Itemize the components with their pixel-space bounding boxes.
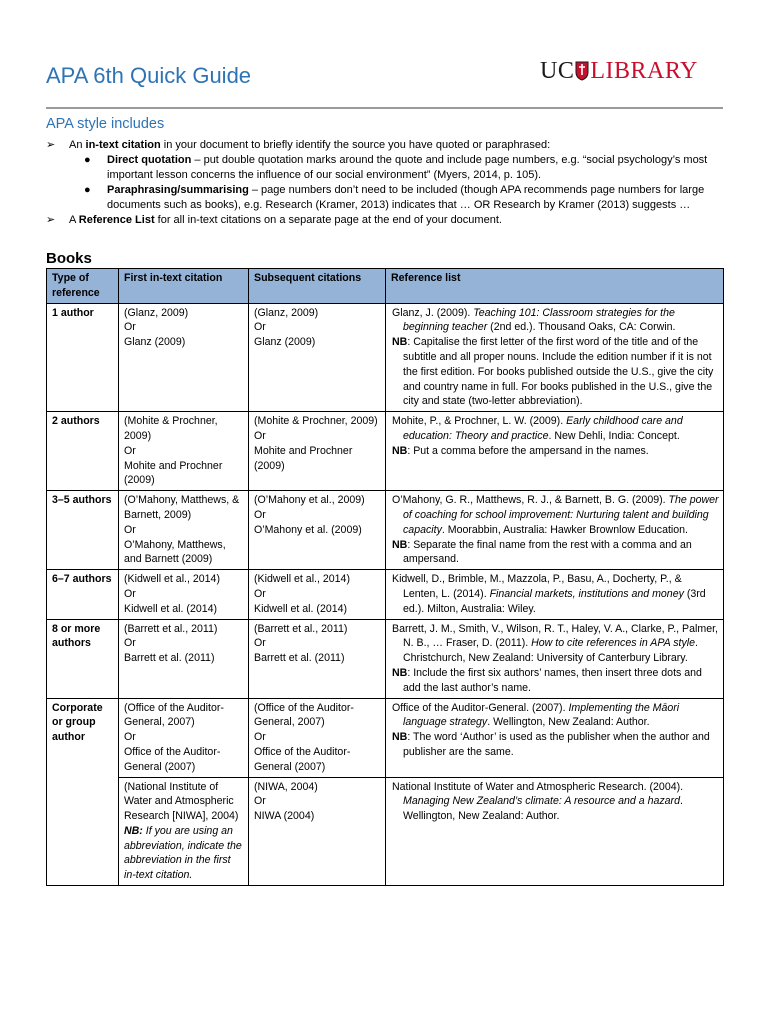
citation-line: Or [124, 637, 136, 650]
note-label: NB [392, 731, 408, 744]
arrow-bullet-icon: ➢ [46, 139, 56, 151]
citation-line: O’Mahony et al. (2009) [254, 523, 362, 536]
crest-icon [575, 61, 589, 88]
text: Kidwell, D., Brimble, M., Mazzola, P., Basu, A., Docherty, P., & Lenten, L. (2014). [392, 573, 682, 600]
citation-line: (Kidwell et al., 2014) [124, 573, 220, 586]
citation-line: Or [124, 731, 136, 744]
note-label: NB [392, 538, 408, 551]
reference-entry [391, 622, 719, 666]
citation-line: NIWA (2004) [254, 810, 315, 823]
citation-line: Kidwell et al. (2014) [254, 602, 348, 615]
note [391, 538, 719, 568]
type-cell: 1 author [47, 303, 119, 412]
section-subtitle: APA style includes [46, 116, 165, 132]
first-citation-cell [119, 303, 249, 412]
text: for all in-text citations on a separate page at the end of your document. [154, 214, 502, 226]
books-table [46, 268, 724, 886]
citation-note [124, 824, 244, 883]
citation-line: (Barrett et al., 2011) [124, 622, 218, 635]
table-row [47, 698, 724, 777]
bullet-icon: ● [84, 184, 91, 196]
note [391, 666, 719, 696]
citation-line: (Glanz, 2009) [124, 306, 189, 319]
citation-line: Mohite and Prochner (2009) [254, 444, 353, 472]
books-heading: Books [46, 250, 92, 267]
text-italic: The power of coaching for school improvement: Nurturing talent and building capacity [403, 494, 719, 536]
citation-line: Or [254, 508, 266, 521]
first-citation-cell [119, 698, 249, 777]
list-item [46, 153, 726, 183]
text-italic: Financial markets, institutions and money [489, 587, 684, 600]
reference-entry [391, 414, 719, 444]
text-bold: Paraphrasing/summarising [107, 184, 249, 196]
citation-line: (O’Mahony et al., 2009) [254, 494, 365, 507]
text: (2nd ed.). Thousand Oaks, CA: Corwin. [487, 321, 676, 334]
citation-line: Or [124, 587, 136, 600]
first-citation-cell [119, 619, 249, 698]
table-header-row [47, 269, 724, 304]
citation-line: Or [254, 637, 266, 650]
type-cell: 6–7 authors [47, 570, 119, 619]
text: . Wellington, New Zealand: Author. [487, 716, 650, 729]
type-cell: 3–5 authors [47, 491, 119, 570]
subsequent-citation-cell [249, 777, 386, 886]
citation-line: Barrett et al. (2011) [124, 652, 215, 665]
text-italic: Implementing the Māori language strategy [403, 701, 680, 729]
column-header: Reference list [386, 269, 724, 304]
text: O’Mahony, G. R., Matthews, R. J., & Barnett, B. G. (2009). [392, 494, 669, 507]
citation-line: (Office of the Auditor-General, 2007) [254, 701, 354, 729]
type-cell: Corporate or group author [47, 698, 119, 886]
note-text: : Capitalise the first letter of the first word of the title and of the subtitle and all proper nouns. Include the edition number if it is not the first edition. For books published outside the U.S., give the city and country name in full. For books published in the U.S., give the city and state (two-letter abbreviation). [403, 336, 714, 408]
citation-line: (Barrett et al., 2011) [254, 622, 348, 635]
citation-line: Or [254, 321, 266, 334]
citation-line: Or [254, 731, 266, 744]
reference-cell [386, 491, 724, 570]
note-text: : Include the first six authors’ names, then insert three dots and add the last author’s name. [403, 666, 702, 694]
table-row [47, 303, 724, 412]
table-row [47, 777, 724, 886]
citation-line: Or [124, 321, 136, 334]
reference-cell [386, 570, 724, 619]
text: . Christchurch, New Zealand: University of Canterbury Library. [403, 637, 698, 665]
arrow-bullet-icon: ➢ [46, 214, 56, 226]
note [391, 730, 719, 760]
text: – page numbers don’t need to be included (though APA recommends page numbers for large documents such as books), e.g. Research (Kramer, 2013) indicates that … OR Research by Kramer (2013) suggests … [107, 184, 705, 211]
column-header: Subsequent citations [249, 269, 386, 304]
table-row [47, 570, 724, 619]
text: Barrett, J. M., Smith, V., Wilson, R. T., Haley, V. A., Clarke, P., Palmer, N. B., … Fraser, D. (2011). [392, 622, 718, 650]
citation-line: (Glanz, 2009) [254, 306, 319, 319]
table-row [47, 491, 724, 570]
citation-line: Office of the Auditor-General (2007) [124, 745, 221, 773]
first-citation-cell [119, 412, 249, 491]
note [391, 444, 719, 459]
citation-line: Kidwell et al. (2014) [124, 602, 218, 615]
note-text: : Separate the final name from the rest with a comma and an ampersand. [403, 538, 692, 566]
list-item [46, 183, 726, 213]
text-italic: Early childhood care and education: Theory and practice [403, 415, 683, 442]
citation-line: (Kidwell et al., 2014) [254, 573, 350, 586]
citation-line: Office of the Auditor-General (2007) [254, 745, 351, 773]
subsequent-citation-cell [249, 303, 386, 412]
subsequent-citation-cell [249, 491, 386, 570]
reference-cell [386, 412, 724, 491]
column-header: Type of reference [47, 269, 119, 304]
text-italic: Managing New Zealand’s climate: A resource and a hazard [403, 795, 680, 808]
text: . Wellington, New Zealand: Author. [403, 795, 683, 823]
citation-line: Or [254, 795, 266, 808]
citation-line: Or [124, 444, 136, 457]
reference-cell [386, 303, 724, 412]
logo-library-text: LIBRARY [590, 58, 698, 84]
citation-line: Glanz (2009) [124, 336, 186, 349]
note-text: : Put a comma before the ampersand in the names. [407, 444, 649, 457]
subsequent-citation-cell [249, 412, 386, 491]
text: . New Dehli, India: Concept. [548, 429, 680, 442]
citation-line: Glanz (2009) [254, 336, 316, 349]
column-header: First in-text citation [119, 269, 249, 304]
reference-entry [391, 572, 719, 616]
logo-uc-text: UC [540, 58, 575, 84]
citation-line: Or [124, 523, 136, 536]
text: – put double quotation marks around the quote and include page numbers, e.g. “social psychology’s most important lesson concerns the influence of our social environment” (Myers, 2014, p. 105). [107, 154, 708, 181]
reference-entry [391, 306, 719, 336]
citation-line: Or [254, 429, 266, 442]
text: An [69, 139, 86, 151]
subsequent-citation-cell [249, 570, 386, 619]
citation-line: (National Institute of Water and Atmospheric Research [NIWA], 2004) [124, 780, 239, 823]
text-italic: How to cite references in APA style [531, 637, 696, 650]
citation-line: Barrett et al. (2011) [254, 652, 345, 665]
text-bold: Direct quotation [107, 154, 192, 166]
note-text: If you are using an abbreviation, indicate the abbreviation in the first in-text citation. [124, 824, 242, 882]
header-divider [46, 107, 723, 109]
citation-line: Mohite and Prochner (2009) [124, 459, 223, 487]
reference-entry [391, 701, 719, 731]
note-text: : The word ‘Author’ is used as the publisher when the author and publisher are the same. [403, 731, 710, 758]
reference-cell [386, 698, 724, 777]
first-citation-cell [119, 491, 249, 570]
citation-line: O’Mahony, Matthews, and Barnett (2009) [124, 538, 226, 566]
text: . Moorabbin, Australia: Hawker Brownlow Education. [441, 523, 689, 536]
text-italic: Teaching 101: Classroom strategies for the beginning teacher [403, 306, 675, 334]
intro-list [46, 138, 726, 228]
first-citation-cell [119, 777, 249, 886]
text-bold: Reference List [78, 214, 155, 226]
table-row [47, 619, 724, 698]
note-label: NB [392, 666, 408, 679]
list-item [46, 213, 726, 228]
citation-line: (O’Mahony, Matthews, & Barnett, 2009) [124, 494, 240, 521]
subsequent-citation-cell [249, 619, 386, 698]
page-title: APA 6th Quick Guide [46, 63, 252, 88]
text: A [69, 214, 79, 226]
citation-line: (NIWA, 2004) [254, 780, 318, 793]
reference-cell [386, 777, 724, 886]
note-label: NB [392, 444, 408, 457]
uc-library-logo [540, 58, 698, 88]
text-bold: in-text citation [85, 139, 161, 151]
citation-line: (Office of the Auditor-General, 2007) [124, 701, 224, 729]
note-label: NB [392, 336, 408, 349]
table-row [47, 412, 724, 491]
text: (3rd ed.). Milton, Australia: Wiley. [403, 587, 706, 615]
citation-line: (Mohite & Prochner, 2009) [254, 415, 378, 428]
subsequent-citation-cell [249, 698, 386, 777]
text: Mohite, P., & Prochner, L. W. (2009). [392, 415, 567, 428]
reference-entry [391, 780, 719, 824]
text: in your document to briefly identify the source you have quoted or paraphrased: [160, 139, 551, 151]
note-label: NB: [124, 824, 143, 837]
list-item [46, 138, 726, 153]
bullet-icon: ● [84, 154, 91, 166]
note [391, 335, 719, 409]
type-cell: 2 authors [47, 412, 119, 491]
citation-line: Or [254, 587, 266, 600]
type-cell: 8 or more authors [47, 619, 119, 698]
text: Glanz, J. (2009). [392, 306, 474, 319]
citation-line: (Mohite & Prochner, 2009) [124, 415, 218, 442]
first-citation-cell [119, 570, 249, 619]
reference-cell [386, 619, 724, 698]
text: National Institute of Water and Atmospheric Research. (2004). [392, 780, 684, 793]
text: Office of the Auditor-General. (2007). [392, 701, 569, 714]
reference-entry [391, 493, 719, 537]
